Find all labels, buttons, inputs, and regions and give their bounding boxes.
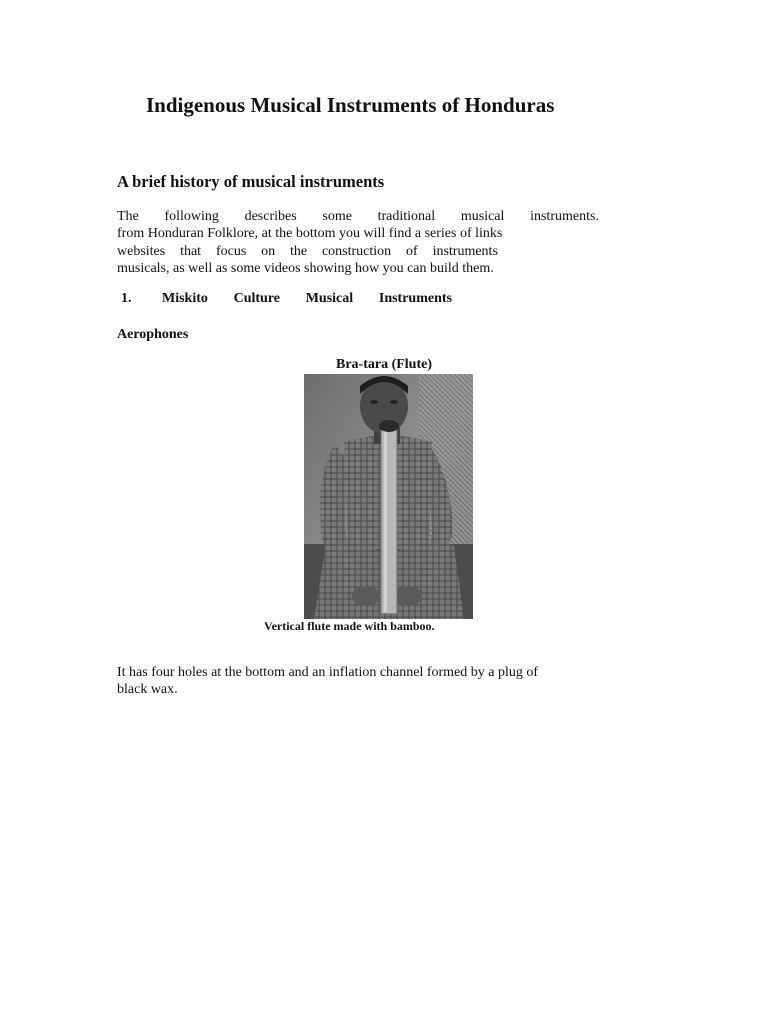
flute-player-photo xyxy=(304,374,473,619)
list-word: Culture xyxy=(233,291,281,306)
intro-word: some xyxy=(322,209,352,224)
figure-caption: Vertical flute made with bamboo. xyxy=(264,619,435,633)
section-heading: A brief history of musical instruments xyxy=(117,172,385,191)
intro-word: describes xyxy=(244,209,297,224)
intro-word: of xyxy=(406,243,418,259)
list-word: Musical xyxy=(305,291,354,306)
page-title: Indigenous Musical Instruments of Honduras xyxy=(146,93,555,117)
subheading-aerophones: Aerophones xyxy=(117,327,189,342)
intro-word: following xyxy=(164,209,219,224)
intro-word: instruments xyxy=(432,243,498,259)
intro-line-1 xyxy=(117,208,599,225)
photo-illustration xyxy=(304,374,473,619)
intro-word: the xyxy=(289,243,308,259)
list-number: 1. xyxy=(121,291,132,306)
intro-line-4: musicals, as well as some videos showing how you can build them. xyxy=(117,260,494,276)
intro-word: focus xyxy=(215,243,247,259)
figure-title: Bra-tara (Flute) xyxy=(335,357,433,372)
intro-word: on xyxy=(261,243,276,259)
intro-paragraph xyxy=(117,208,599,277)
intro-word: traditional xyxy=(377,209,436,224)
description-paragraph xyxy=(117,664,557,698)
list-heading-text xyxy=(162,291,452,307)
list-word: Miskito xyxy=(162,291,208,306)
intro-word: The xyxy=(117,209,139,224)
numbered-heading xyxy=(121,291,452,307)
description-line-2: black wax. xyxy=(117,682,178,697)
description-line-1: It has four holes at the bottom and an inflation channel formed by a plug of xyxy=(117,665,539,680)
intro-word: instruments. xyxy=(530,209,599,224)
intro-word: that xyxy=(180,243,202,259)
intro-line-3 xyxy=(117,243,498,260)
intro-line-2: from Honduran Folklore, at the bottom you will find a series of links xyxy=(117,226,503,242)
intro-word: websites xyxy=(117,243,166,259)
intro-word: musical xyxy=(460,209,505,224)
intro-word: construction xyxy=(321,243,392,259)
list-word: Instruments xyxy=(378,291,452,306)
